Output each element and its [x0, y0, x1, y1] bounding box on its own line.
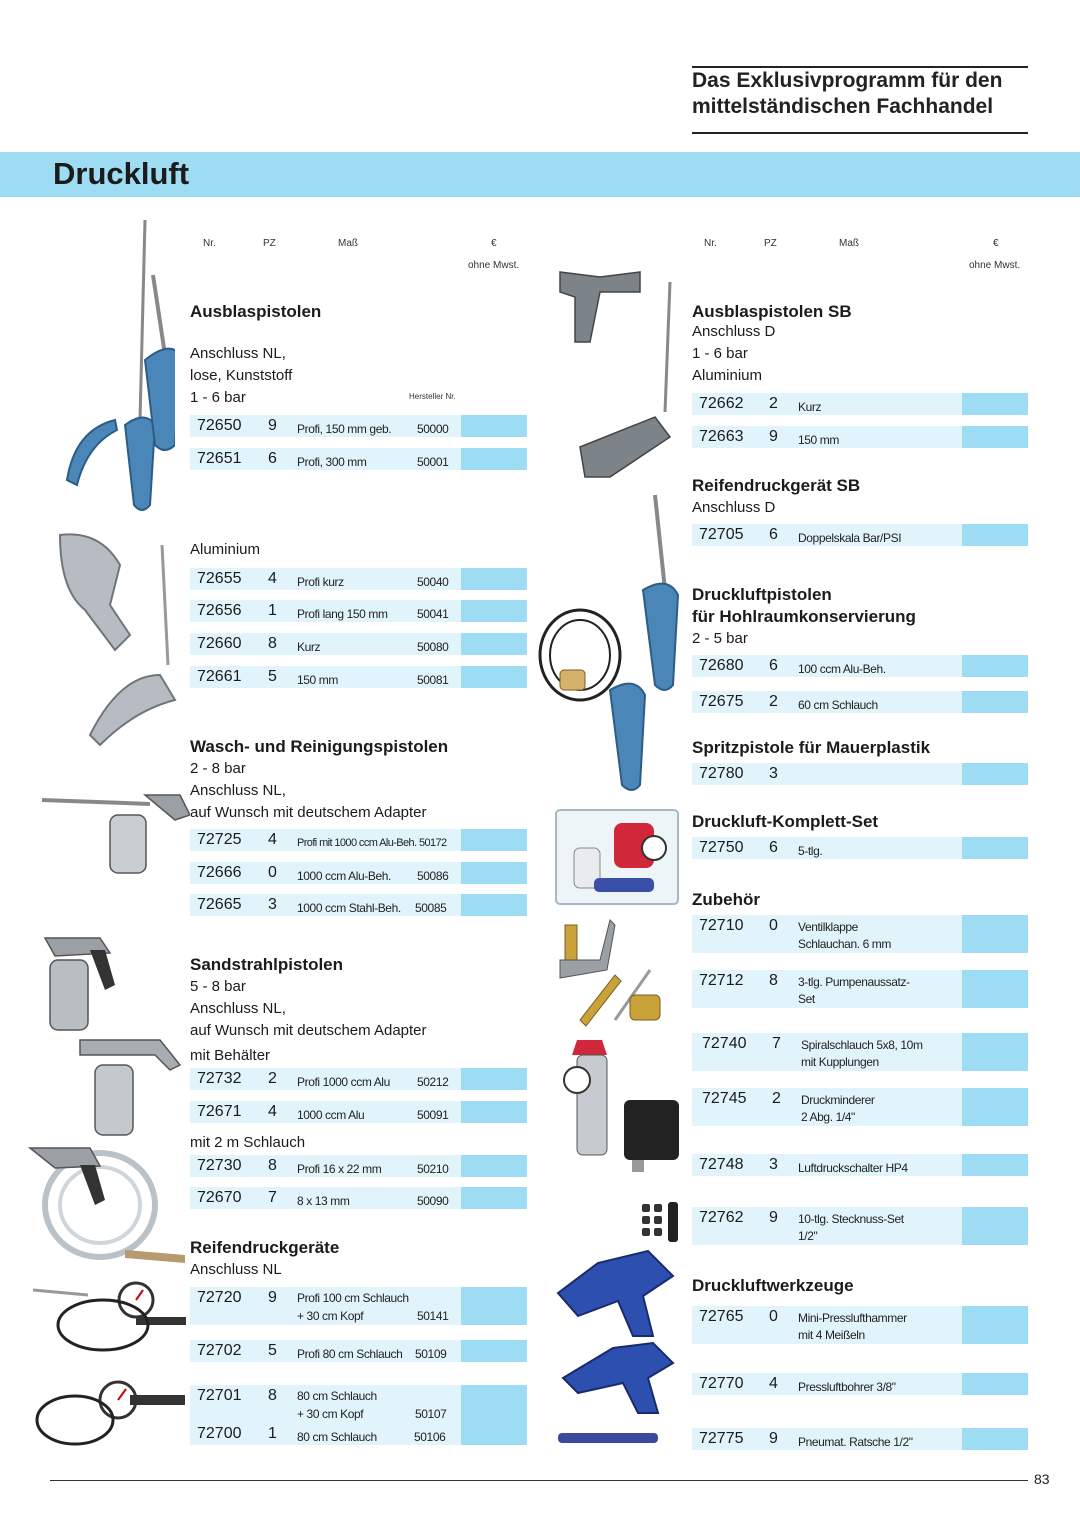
- size-cell: Doppelskala Bar/PSI: [798, 531, 902, 545]
- article-number: 72780: [699, 765, 744, 782]
- table-row: [190, 633, 527, 655]
- check-digit: 5: [268, 1342, 277, 1359]
- table-row: [692, 1373, 1028, 1395]
- table-row: [692, 915, 1028, 953]
- manufacturer-number: 50141: [417, 1309, 449, 1323]
- table-row: [190, 1287, 527, 1325]
- compressed-air-set-image: [554, 808, 680, 906]
- manufacturer-number: 50106: [414, 1430, 446, 1444]
- article-number: 72666: [197, 864, 242, 881]
- price-cell: [461, 600, 527, 622]
- size-cell: Kurz: [297, 640, 321, 654]
- table-row: [692, 524, 1028, 546]
- price-cell: [461, 633, 527, 655]
- table-row: [692, 1428, 1028, 1450]
- manufacturer-number: 50091: [417, 1108, 449, 1122]
- manufacturer-number: 50107: [415, 1407, 447, 1421]
- section-subtitle: Anschluss D: [692, 499, 776, 516]
- article-number: 72775: [699, 1430, 744, 1447]
- table-row: [190, 666, 527, 688]
- manufacturer-number: 50210: [417, 1162, 449, 1176]
- article-number: 72670: [197, 1189, 242, 1206]
- size-cell: 2 Abg. 1/4": [801, 1110, 855, 1124]
- article-number: 72750: [699, 839, 744, 856]
- size-cell: Profi 1000 ccm Alu: [297, 1075, 390, 1089]
- table-row: [190, 862, 527, 884]
- price-cell: [461, 894, 527, 916]
- sandblast-hose-gun-image: [25, 1140, 190, 1270]
- check-digit: 8: [268, 1387, 277, 1404]
- article-number: 72655: [197, 570, 242, 587]
- check-digit: 5: [268, 668, 277, 685]
- title-band: [0, 152, 1080, 197]
- table-row: [692, 1306, 1028, 1344]
- table-row: [190, 894, 527, 916]
- size-cell: + 30 cm Kopf: [297, 1309, 364, 1323]
- price-cell: [962, 655, 1028, 677]
- check-digit: 3: [268, 896, 277, 913]
- check-digit: 0: [268, 864, 277, 881]
- accessory-valve-image: [555, 910, 665, 1030]
- section-subtitle: Anschluss NL,: [190, 1000, 286, 1017]
- check-digit: 9: [769, 1430, 778, 1447]
- article-number: 72712: [699, 972, 744, 989]
- price-cell: [461, 666, 527, 688]
- section-subtitle: auf Wunsch mit deutschem Adapter: [190, 1022, 427, 1039]
- article-number: 72650: [197, 417, 242, 434]
- article-number: 72730: [197, 1157, 242, 1174]
- hersteller-label: Hersteller Nr.: [409, 392, 456, 401]
- blow-gun-image: [45, 215, 175, 525]
- check-digit: 9: [769, 428, 778, 445]
- table-row: [692, 691, 1028, 713]
- article-number: 72725: [197, 831, 242, 848]
- footer-rule: [50, 1480, 1028, 1481]
- price-cell: [962, 1154, 1028, 1176]
- check-digit: 0: [769, 1308, 778, 1325]
- manufacturer-number: 50040: [417, 575, 449, 589]
- size-cell: Mini-Presslufthammer: [798, 1311, 907, 1325]
- blow-gun-sb-image: [555, 262, 680, 502]
- table-row: [692, 393, 1028, 415]
- size-cell: 1000 ccm Stahl-Beh.: [297, 901, 401, 915]
- article-number: 72663: [699, 428, 744, 445]
- section-subtitle: 1 - 6 bar: [190, 389, 246, 406]
- table-row: [190, 568, 527, 590]
- size-cell: 60 cm Schlauch: [798, 698, 878, 712]
- price-cell: [461, 568, 527, 590]
- price-cell: [461, 1423, 527, 1445]
- price-cell: [461, 1155, 527, 1177]
- size-cell: Profi, 150 mm geb.: [297, 422, 392, 436]
- section-subtitle: 2 - 5 bar: [692, 630, 748, 647]
- sandblast-gun-image: [40, 930, 190, 1150]
- article-number: 72702: [197, 1342, 242, 1359]
- size-cell: Profi 100 cm Schlauch: [297, 1291, 409, 1305]
- table-row: [692, 1033, 1028, 1071]
- price-cell: [962, 915, 1028, 953]
- check-digit: 9: [769, 1209, 778, 1226]
- article-number: 72732: [197, 1070, 242, 1087]
- table-row: [190, 1187, 527, 1209]
- table-row: [190, 415, 527, 437]
- check-digit: 4: [268, 1103, 277, 1120]
- section-subtitle: 5 - 8 bar: [190, 978, 246, 995]
- col-tax-left: ohne Mwst.: [468, 260, 520, 271]
- table-row: [190, 1155, 527, 1177]
- section-subtitle: Anschluss D: [692, 323, 776, 340]
- check-digit: 9: [268, 417, 277, 434]
- size-cell: 8 x 13 mm: [297, 1194, 350, 1208]
- col-nr-right: Nr.: [704, 238, 717, 249]
- table-row: [692, 763, 1028, 785]
- article-number: 72710: [699, 917, 744, 934]
- article-number: 72680: [699, 657, 744, 674]
- section-title: Ausblaspistolen: [190, 302, 322, 321]
- size-cell: Profi lang 150 mm: [297, 607, 388, 621]
- col-pz-right: PZ: [764, 238, 777, 249]
- manufacturer-number: 50086: [417, 869, 449, 883]
- article-number: 72740: [702, 1035, 747, 1052]
- col-tax-right: ohne Mwst.: [969, 260, 1021, 271]
- size-cell: Profi kurz: [297, 575, 344, 589]
- article-number: 72661: [197, 668, 242, 685]
- manufacturer-number: 50085: [415, 901, 447, 915]
- manufacturer-number: 50109: [415, 1347, 447, 1361]
- col-mass-left: Maß: [338, 238, 358, 249]
- check-digit: 7: [772, 1035, 781, 1052]
- article-number: 72770: [699, 1375, 744, 1392]
- size-cell: 5-tlg.: [798, 844, 823, 858]
- table-row: [190, 448, 527, 470]
- price-cell: [962, 426, 1028, 448]
- col-euro-left: €: [491, 238, 497, 249]
- col-pz-left: PZ: [263, 238, 276, 249]
- check-digit: 2: [772, 1090, 781, 1107]
- size-cell: 10-tlg. Stecknuss-Set: [798, 1212, 904, 1226]
- section-subtitle: mit Behälter: [190, 1047, 271, 1064]
- size-cell: 3-tlg. Pumpenaussatz-: [798, 975, 910, 989]
- price-cell: [461, 1187, 527, 1209]
- section-subtitle: 2 - 8 bar: [190, 760, 246, 777]
- check-digit: 2: [769, 693, 778, 710]
- manufacturer-number: 50000: [417, 422, 449, 436]
- size-cell: 80 cm Schlauch: [297, 1430, 377, 1444]
- price-cell: [962, 1428, 1028, 1450]
- check-digit: 8: [268, 635, 277, 652]
- table-row: [190, 600, 527, 622]
- price-cell: [461, 1287, 527, 1325]
- price-cell: [461, 862, 527, 884]
- article-number: 72720: [197, 1289, 242, 1306]
- size-cell: 1/2": [798, 1229, 818, 1243]
- article-number: 72700: [197, 1425, 242, 1442]
- article-number: 72660: [197, 635, 242, 652]
- price-cell: [962, 1033, 1028, 1071]
- price-cell: [962, 970, 1028, 1008]
- price-cell: [962, 1373, 1028, 1395]
- section-title: Ausblaspistolen SB: [692, 302, 852, 321]
- table-row: [692, 426, 1028, 448]
- article-number: 72701: [197, 1387, 242, 1404]
- pressure-reducer-image: [552, 1035, 687, 1180]
- article-number: 72671: [197, 1103, 242, 1120]
- size-cell: 1000 ccm Alu: [297, 1108, 365, 1122]
- socket-set-image: [640, 1200, 685, 1250]
- table-row: [692, 1207, 1028, 1245]
- col-mass-right: Maß: [839, 238, 859, 249]
- price-cell: [962, 763, 1028, 785]
- section-title: Zubehör: [692, 890, 760, 909]
- price-cell: [962, 1306, 1028, 1344]
- manufacturer-number: 50041: [417, 607, 449, 621]
- size-cell: Kurz: [798, 400, 822, 414]
- table-row: [190, 1423, 527, 1445]
- size-cell: Schlauchan. 6 mm: [798, 937, 891, 951]
- section-subtitle: Anschluss NL: [190, 1261, 282, 1278]
- size-cell: Set: [798, 992, 815, 1006]
- table-row: [190, 829, 527, 851]
- table-row: [692, 1154, 1028, 1176]
- article-number: 72651: [197, 450, 242, 467]
- size-cell: Profi mit 1000 ccm Alu-Beh. 50172: [297, 837, 447, 849]
- check-digit: 4: [268, 831, 277, 848]
- check-digit: 1: [268, 602, 277, 619]
- table-row: [190, 1385, 527, 1423]
- price-cell: [962, 393, 1028, 415]
- article-number: 72662: [699, 395, 744, 412]
- manufacturer-number: 50080: [417, 640, 449, 654]
- size-cell: Profi 16 x 22 mm: [297, 1162, 382, 1176]
- manufacturer-number: 50090: [417, 1194, 449, 1208]
- price-cell: [461, 1385, 527, 1423]
- manufacturer-number: 50081: [417, 673, 449, 687]
- check-digit: 3: [769, 1156, 778, 1173]
- check-digit: 6: [769, 839, 778, 856]
- check-digit: 7: [268, 1189, 277, 1206]
- section-subtitle: 1 - 6 bar: [692, 345, 748, 362]
- size-cell: 150 mm: [798, 433, 839, 447]
- size-cell: Profi, 300 mm: [297, 455, 367, 469]
- check-digit: 8: [268, 1157, 277, 1174]
- section-subtitle: lose, Kunststoff: [190, 367, 293, 384]
- size-cell: Profi 80 cm Schlauch: [297, 1347, 403, 1361]
- tire-gauge-image: [28, 1280, 188, 1355]
- section-subtitle: auf Wunsch mit deutschem Adapter: [190, 804, 427, 821]
- section-subtitle: Aluminium: [692, 367, 763, 384]
- price-cell: [461, 1101, 527, 1123]
- size-cell: + 30 cm Kopf: [297, 1407, 364, 1421]
- article-number: 72665: [197, 896, 242, 913]
- col-euro-right: €: [993, 238, 999, 249]
- size-cell: 100 ccm Alu-Beh.: [798, 662, 886, 676]
- size-cell: Druckminderer: [801, 1093, 875, 1107]
- section-subtitle: mit 2 m Schlauch: [190, 1134, 306, 1151]
- price-cell: [461, 1068, 527, 1090]
- table-row: [692, 837, 1028, 859]
- check-digit: 0: [769, 917, 778, 934]
- page-title: Druckluft: [53, 156, 190, 191]
- article-number: 72762: [699, 1209, 744, 1226]
- manufacturer-number: 50001: [417, 455, 449, 469]
- table-row: [692, 655, 1028, 677]
- size-cell: 150 mm: [297, 673, 338, 687]
- article-number: 72748: [699, 1156, 744, 1173]
- col-nr-left: Nr.: [203, 238, 216, 249]
- size-cell: 80 cm Schlauch: [297, 1389, 377, 1403]
- price-cell: [461, 1340, 527, 1362]
- section-subtitle: Anschluss NL,: [190, 782, 286, 799]
- wash-gun-image: [40, 790, 190, 880]
- check-digit: 3: [769, 765, 778, 782]
- section-subtitle: Anschluss NL,: [190, 345, 286, 362]
- article-number: 72675: [699, 693, 744, 710]
- cavity-gun-image: [535, 490, 685, 810]
- tire-gauge-image: [30, 1375, 190, 1450]
- check-digit: 4: [769, 1375, 778, 1392]
- check-digit: 6: [769, 526, 778, 543]
- size-cell: Ventilklappe: [798, 920, 858, 934]
- size-cell: Pneumat. Ratsche 1/2": [798, 1435, 913, 1449]
- page-number: 83: [1034, 1471, 1050, 1487]
- check-digit: 8: [769, 972, 778, 989]
- section-title: Druckluft-Komplett-Set: [692, 812, 879, 831]
- price-cell: [962, 691, 1028, 713]
- size-cell: 1000 ccm Alu-Beh.: [297, 869, 391, 883]
- check-digit: 6: [268, 450, 277, 467]
- article-number: 72705: [699, 526, 744, 543]
- size-cell: Luftdruckschalter HP4: [798, 1161, 908, 1175]
- brand-header: [692, 66, 1028, 134]
- price-cell: [962, 1207, 1028, 1245]
- size-cell: Spiralschlauch 5x8, 10m: [801, 1038, 923, 1052]
- section-title: Druckluftpistolen: [692, 585, 832, 604]
- section-title: Spritzpistole für Mauerplastik: [692, 738, 931, 757]
- header-line-2: mittelständischen Fachhandel: [692, 95, 994, 118]
- check-digit: 2: [769, 395, 778, 412]
- price-cell: [461, 448, 527, 470]
- section-title: Sandstrahlpistolen: [190, 955, 344, 974]
- section-title: Druckluftwerkzeuge: [692, 1276, 854, 1295]
- manufacturer-number: 50212: [417, 1075, 449, 1089]
- check-digit: 1: [268, 1425, 277, 1442]
- section-title: Reifendruckgerät SB: [692, 476, 861, 495]
- table-row: [190, 1101, 527, 1123]
- section-subtitle: Aluminium: [190, 541, 261, 558]
- size-cell: Pressluftbohrer 3/8": [798, 1380, 896, 1394]
- table-row: [190, 1340, 527, 1362]
- price-cell: [962, 524, 1028, 546]
- table-row: [692, 970, 1028, 1008]
- check-digit: 6: [769, 657, 778, 674]
- header-line-1: Das Exklusivprogramm für den: [692, 69, 1003, 92]
- table-row: [692, 1088, 1028, 1126]
- check-digit: 2: [268, 1070, 277, 1087]
- price-cell: [461, 415, 527, 437]
- price-cell: [461, 829, 527, 851]
- table-row: [190, 1068, 527, 1090]
- section-title: Reifendruckgeräte: [190, 1238, 340, 1257]
- article-number: 72765: [699, 1308, 744, 1325]
- article-number: 72745: [702, 1090, 747, 1107]
- check-digit: 4: [268, 570, 277, 587]
- section-title: Wasch- und Reinigungspistolen: [190, 737, 449, 756]
- section-title: für Hohlraumkonservierung: [692, 607, 916, 626]
- size-cell: mit 4 Meißeln: [798, 1328, 865, 1342]
- article-number: 72656: [197, 602, 242, 619]
- price-cell: [962, 837, 1028, 859]
- air-tools-image: [553, 1248, 688, 1448]
- check-digit: 9: [268, 1289, 277, 1306]
- size-cell: mit Kupplungen: [801, 1055, 879, 1069]
- price-cell: [962, 1088, 1028, 1126]
- aluminium-blow-gun-image: [50, 525, 180, 750]
